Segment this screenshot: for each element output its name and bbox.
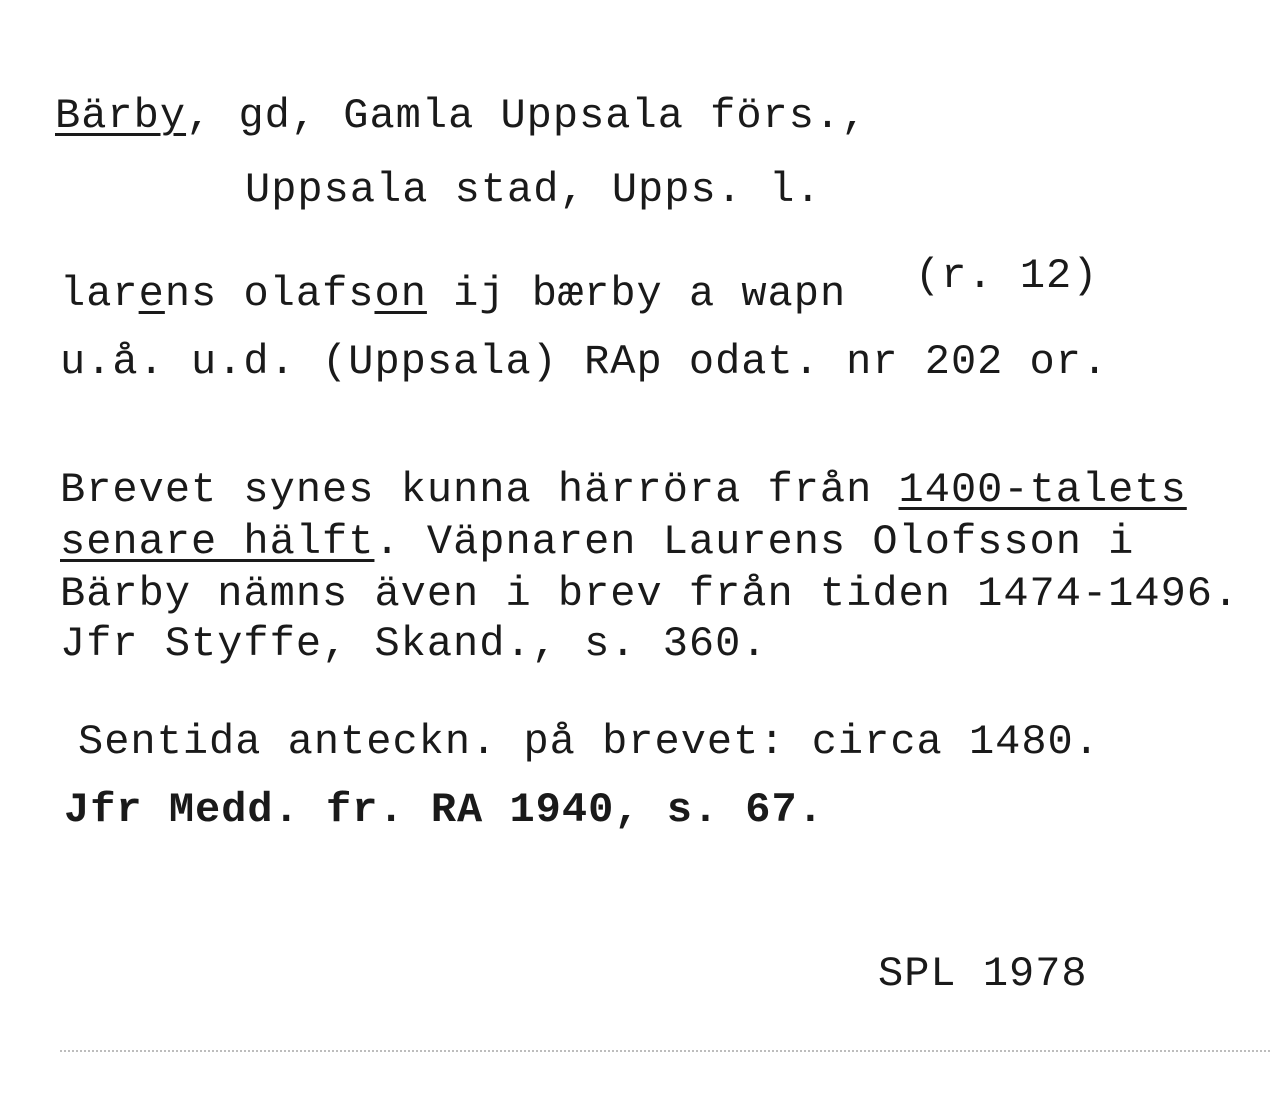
- note-line-4: Jfr Styffe, Skand., s. 360.: [60, 620, 768, 668]
- scan-artifact-line: [60, 1050, 1270, 1052]
- heading-line-2: Uppsala stad, Upps. l.: [245, 166, 822, 214]
- note-century: 1400-talets: [898, 466, 1187, 514]
- annotation-line: Sentida anteckn. på brevet: circa 1480.: [78, 718, 1100, 766]
- heading-rest: , gd, Gamla Uppsala förs.,: [186, 92, 868, 140]
- place-name: Bärby: [55, 92, 187, 140]
- note-line-3: Bärby nämns även i brev från tiden 1474-1496.: [60, 570, 1240, 618]
- note-line-2: [60, 518, 1134, 566]
- entry-text-d: on: [374, 270, 427, 318]
- entry-text-c: ns olafs: [164, 270, 375, 318]
- heading-line-1: [55, 92, 867, 140]
- entry-text-a: lar: [60, 270, 139, 318]
- note-line-1: [60, 466, 1187, 514]
- entry-text-b: e: [138, 270, 165, 318]
- entry-text-e: ij bærby a wapn: [426, 270, 847, 318]
- note-half: senare hälft: [60, 518, 375, 566]
- entry-line-2: u.å. u.d. (Uppsala) RAp odat. nr 202 or.: [60, 338, 1109, 386]
- entry-line-1: [60, 270, 846, 318]
- note-text-a: Brevet synes kunna härröra från: [60, 466, 899, 514]
- signature: SPL 1978: [878, 950, 1088, 998]
- note-text-b: . Väpnaren Laurens Olofsson i: [374, 518, 1135, 566]
- reference-line: Jfr Medd. fr. RA 1940, s. 67.: [64, 786, 824, 834]
- entry-reference: (r. 12): [915, 252, 1099, 300]
